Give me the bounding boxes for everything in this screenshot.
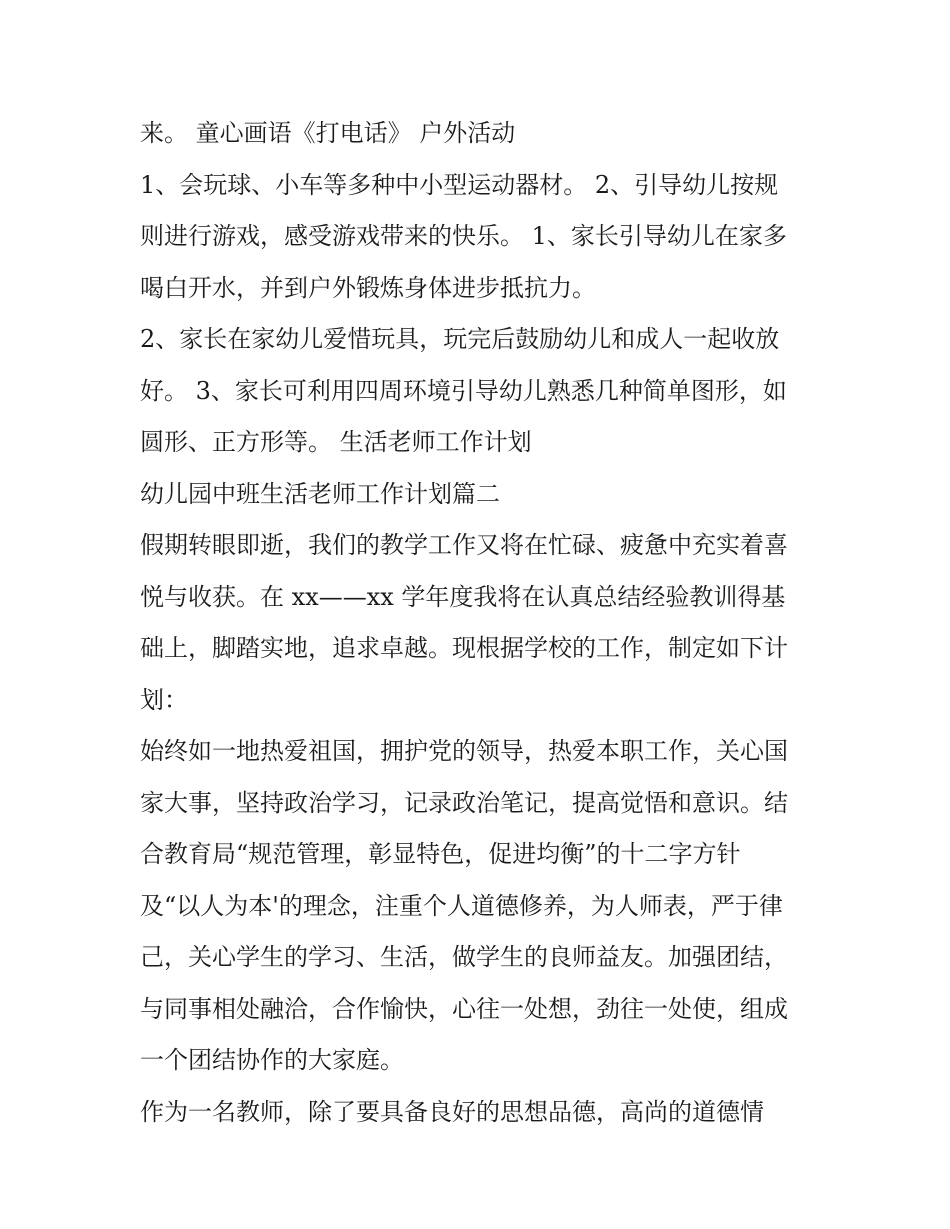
text-line: 己，关心学生的学习、生活，做学生的良师益友。加强团结， [140,943,788,971]
text-line: 悦与收获。在 xx——xx 学年度我将在认真总结经验教训得基 [140,582,786,611]
text-line: 来。 童心画语《打电话》 户外活动 [140,119,516,147]
text-line: 则进行游戏，感受游戏带来的快乐。 1、家长引导幼儿在家多 [140,222,787,250]
text-line: 假期转眼即逝，我们的教学工作又将在忙碌、疲惫中充实着喜 [140,531,788,559]
text-line: 及“以人为本'的理念，注重个人道德修养，为人师表，严于律 [140,891,783,920]
text-line: 1、会玩球、小车等多种中小型运动器材。 2、引导幼儿按规 [140,170,779,199]
text-line: 一个团结协作的大家庭。 [140,1046,404,1074]
text-line: 础上，脚踏实地，追求卓越。现根据学校的工作，制定如下计 [140,634,788,662]
text-line: 始终如一地热爱祖国，拥护党的领导，热爱本职工作，关心国 [140,737,788,765]
document-body [140,108,820,1138]
text-line: 合教育局“规范管理，彰显特色，促进均衡”的十二字方针 [140,840,741,868]
text-line: 喝白开水，并到户外锻炼身体进步抵抗力。 [140,273,596,302]
section-heading: 幼儿园中班生活老师工作计划篇二 [140,479,500,508]
text-line: 作为一名教师，除了要具备良好的思想品德，高尚的道德情 [140,1097,764,1126]
text-line: 与同事相处融洽，合作愉快，心往一处想，劲往一处使，组成 [140,994,788,1023]
text-line: 2、家长在家幼儿爱惜玩具，玩完后鼓励幼儿和成人一起收放 [140,325,780,353]
text-line: 好。 3、家长可利用四周环境引导幼儿熟悉几种简单图形，如 [140,376,787,405]
text-line: 家大事，坚持政治学习，记录政治笔记，提高觉悟和意识。结 [140,788,788,817]
text-line: 划： [140,685,188,714]
text-line: 圆形、正方形等。 生活老师工作计划 [140,428,532,456]
